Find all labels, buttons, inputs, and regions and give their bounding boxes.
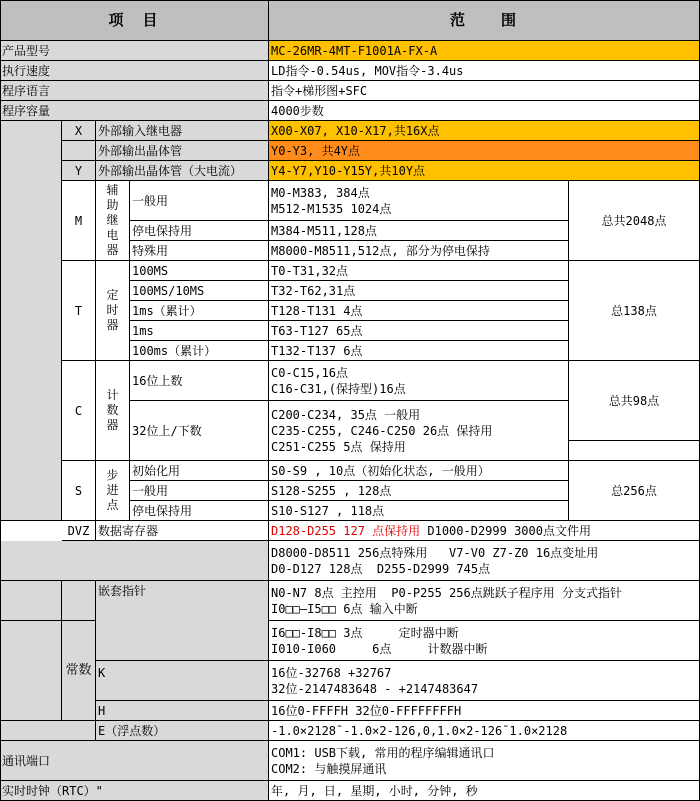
- capacity-label: 程序容量: [0, 101, 269, 121]
- yout-value: Y0-Y3, 共4Y点: [269, 141, 700, 161]
- t-row-value: T128-T131 4点: [269, 301, 569, 321]
- t-row-label: 100MS: [130, 261, 269, 281]
- comm-value: COM1: USB下载, 常用的程序编辑通讯口 COM2: 与触摸屏通讯: [269, 741, 700, 781]
- t-row-label: 1ms: [130, 321, 269, 341]
- s-row-label: 停电保持用: [130, 501, 269, 521]
- s-code: S: [62, 461, 96, 521]
- s-group-label: 步 进 点: [96, 461, 130, 521]
- header-item: 项 目: [0, 0, 269, 41]
- rtc-value: 年, 月, 日, 星期, 小时, 分钟, 秒: [269, 781, 700, 801]
- x-label: 外部输入继电器: [96, 121, 269, 141]
- t-group-label: 定 时 器: [96, 261, 130, 361]
- device-blank: [0, 121, 62, 521]
- y-value: Y4-Y7,Y10-Y15Y,共10Y点: [269, 161, 700, 181]
- t-row-label: 1ms（累计）: [130, 301, 269, 321]
- t-row-value: T32-T62,31点: [269, 281, 569, 301]
- const-e-label: E（浮点数）: [96, 721, 269, 741]
- dvz-label: 数据寄存器: [96, 521, 269, 541]
- t-code: T: [62, 261, 96, 361]
- speed-value: LD指令-0.54us, MOV指令-3.4us: [269, 61, 700, 81]
- t-row-value: T0-T31,32点: [269, 261, 569, 281]
- dvz-code: DVZ: [62, 521, 96, 541]
- comm-label: 通讯端口: [0, 741, 269, 781]
- const-h-code: H: [96, 701, 269, 721]
- dvz-extra-value: D8000-D8511 256点特殊用 V7-V0 Z7-Z0 16点变址用 D0-D127 128点 D255-D2999 745点: [269, 541, 700, 581]
- s-row-value: S128-S255 , 128点: [269, 481, 569, 501]
- yout-code: [62, 141, 96, 161]
- ptr-value-2: I6□□-I8□□ 3点 定时器中断 I010-I060 6点 计数器中断: [269, 621, 700, 661]
- m-total: 总共2048点: [569, 181, 700, 261]
- capacity-value: 4000步数: [269, 101, 700, 121]
- const-k-code: K: [96, 661, 269, 701]
- const-label: 常数: [62, 621, 96, 721]
- t-row-label: 100MS/10MS: [130, 281, 269, 301]
- dvz-blank: [0, 541, 269, 581]
- y-code: Y: [62, 161, 96, 181]
- m-code: M: [62, 181, 96, 261]
- dvz-value: [269, 521, 700, 541]
- const-h-value: 16位0-FFFFH 32位0-FFFFFFFFH: [269, 701, 700, 721]
- lang-value: 指令+梯形图+SFC: [269, 81, 700, 101]
- t-row-value: T132-T137 6点: [269, 341, 569, 361]
- m-general-value: M0-M383, 384点 M512-M1535 1024点: [269, 181, 569, 221]
- ptr-value-1: N0-N7 8点 主控用 P0-P255 256点跳跃子程序用 分支式指针 I0□□—I5□□ 6点 输入中断: [269, 581, 700, 621]
- ptr-left-blank: [0, 581, 62, 621]
- const-k-value: 16位-32768 +32767 32位-2147483648 - +2147483647: [269, 661, 700, 701]
- s-row-label: 一般用: [130, 481, 269, 501]
- lang-label: 程序语言: [0, 81, 269, 101]
- s-row-label: 初始化用: [130, 461, 269, 481]
- s-row-value: S10-S127 , 118点: [269, 501, 569, 521]
- m-special-value: M8000-M8511,512点, 部分为停电保持: [269, 241, 569, 261]
- c-16bit-value: C0-C15,16点 C16-C31,(保持型)16点: [269, 361, 569, 401]
- c-32bit-value: C200-C234, 35点 一般用 C235-C255, C246-C250 26点 保持用 C251-C255 5点 保持用: [269, 401, 569, 461]
- m-general-label: 一般用: [130, 181, 269, 221]
- c-total-blank: [569, 441, 700, 461]
- x-value: X00-X07, X10-X17,共16X点: [269, 121, 700, 141]
- rtc-label: 实时时钟（RTC）": [0, 781, 269, 801]
- t-row-value: T63-T127 65点: [269, 321, 569, 341]
- dvz-file-range: D1000-D2999 3000点文件用: [420, 523, 591, 538]
- const-e-value: -1.0×2128¯-1.0×2-126,0,1.0×2-126¯1.0×2128: [269, 721, 700, 741]
- x-code: X: [62, 121, 96, 141]
- header-range: 范 围: [269, 0, 700, 41]
- speed-label: 执行速度: [0, 61, 269, 81]
- t-total: 总138点: [569, 261, 700, 361]
- m-special-label: 特殊用: [130, 241, 269, 261]
- const-e-blank: [0, 721, 96, 741]
- c-code: C: [62, 361, 96, 461]
- ptr-label: 嵌套指针: [96, 581, 269, 661]
- yout-label: 外部输出晶体管: [96, 141, 269, 161]
- model-label: 产品型号: [0, 41, 269, 61]
- m-retain-label: 停电保持用: [130, 221, 269, 241]
- dvz-retain-range: D128-D255 127 点保持用: [271, 523, 421, 538]
- c-group-label: 计 数 器: [96, 361, 130, 461]
- const-left-blank: [0, 621, 62, 721]
- ptr-code-blank: [62, 581, 96, 621]
- c-total: 总共98点: [569, 361, 700, 441]
- m-group-label: 辅 助 继 电 器: [96, 181, 130, 261]
- y-label: 外部输出晶体管（大电流）: [96, 161, 269, 181]
- m-retain-value: M384-M511,128点: [269, 221, 569, 241]
- t-row-label: 100ms（累计）: [130, 341, 269, 361]
- model-value: MC-26MR-4MT-F1001A-FX-A: [269, 41, 700, 61]
- s-row-value: S0-S9 , 10点（初始化状态, 一般用）: [269, 461, 569, 481]
- s-total: 总256点: [569, 461, 700, 521]
- c-16bit-label: 16位上数: [130, 361, 269, 401]
- c-32bit-label: 32位上/下数: [130, 401, 269, 461]
